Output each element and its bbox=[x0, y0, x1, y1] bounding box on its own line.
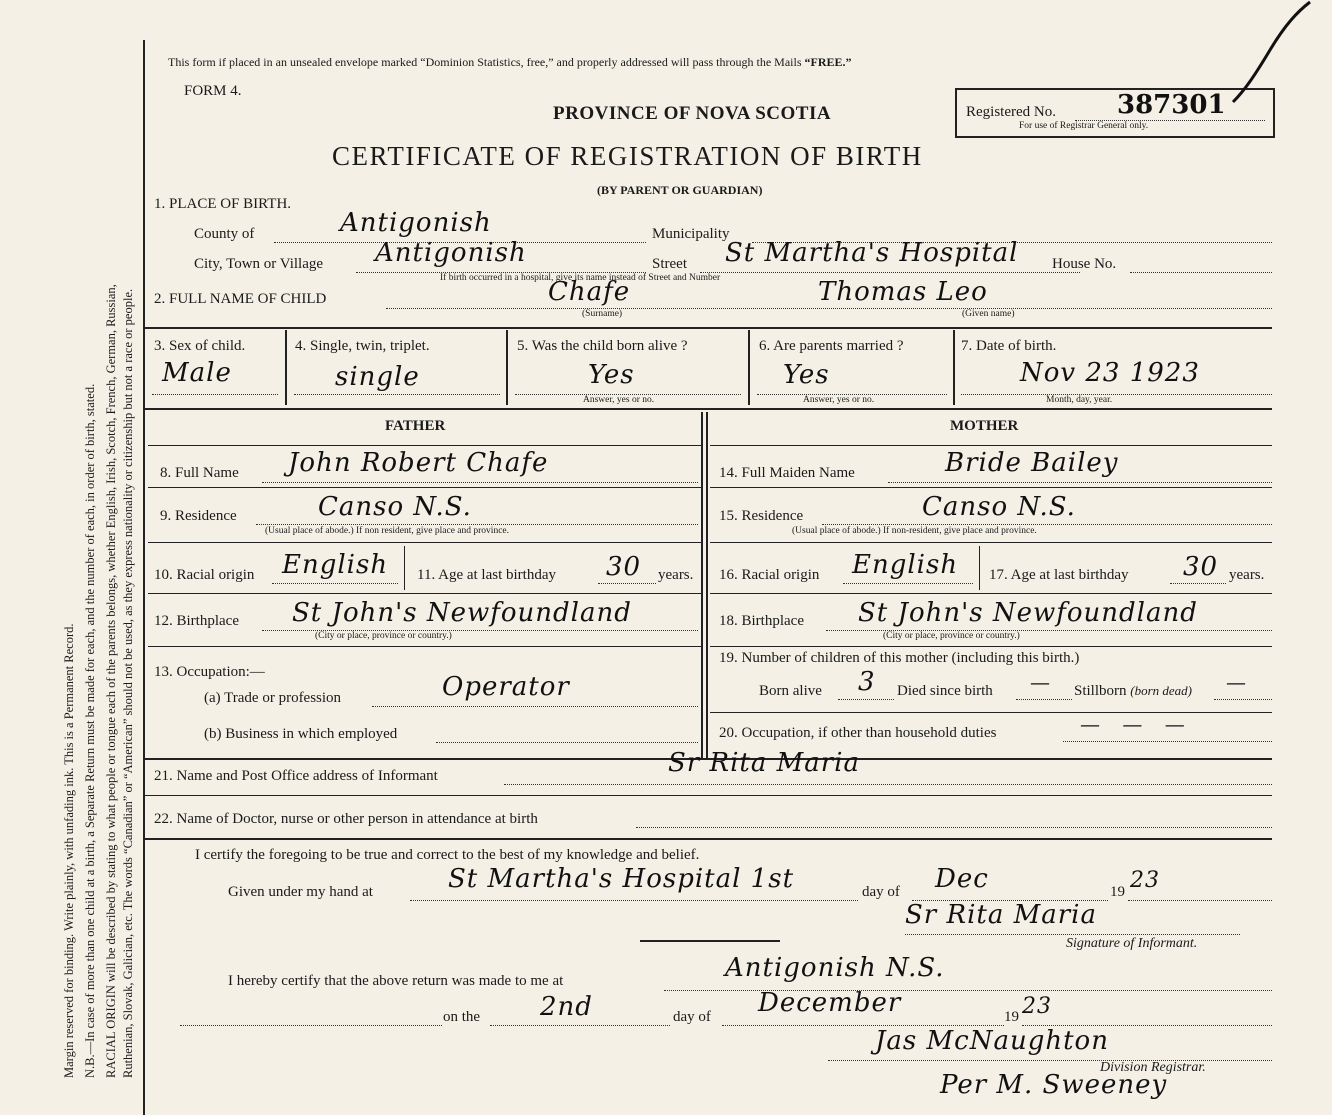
given-under-hand-label: Given under my hand at bbox=[228, 884, 373, 900]
page-title: CERTIFICATE OF REGISTRATION OF BIRTH bbox=[332, 141, 923, 171]
child-given-name: Thomas Leo bbox=[818, 277, 988, 307]
father-age: 30 bbox=[606, 552, 642, 582]
mother-maiden-name: Bride Bailey bbox=[945, 448, 1119, 478]
sex-label: 3. Sex of child. bbox=[154, 338, 246, 354]
father-residence: Canso N.S. bbox=[318, 492, 472, 522]
born-alive-value: Yes bbox=[588, 360, 635, 390]
trade-label: (a) Trade or profession bbox=[204, 690, 342, 706]
mother-heading: MOTHER bbox=[950, 418, 1019, 434]
died-since-birth-label: Died since birth bbox=[897, 683, 993, 699]
margin-note-2: N.B.—In case of more than one child at a birth, a Separate Return must be made for each, and the number of each, in order of birth, stated. bbox=[83, 383, 97, 1078]
informant-name: Sr Rita Maria bbox=[668, 748, 860, 778]
place-of-birth-label: 1. PLACE OF BIRTH. bbox=[154, 196, 292, 212]
date-of-birth-label: 7. Date of birth. bbox=[961, 338, 1057, 354]
mother-name-label: 14. Full Maiden Name bbox=[719, 465, 855, 481]
registrar-signature: Jas McNaughton bbox=[875, 1026, 1109, 1056]
stillborn-label bbox=[1074, 683, 1192, 700]
father-residence-note: (Usual place of abode.) If non resident, give place and province. bbox=[265, 526, 509, 536]
mother-age-label: 17. Age at last birthday bbox=[989, 567, 1129, 583]
parents-married-note: Answer, yes or no. bbox=[803, 395, 875, 405]
mother-racial-label: 16. Racial origin bbox=[719, 567, 820, 583]
certify-statement: I certify the foregoing to be true and correct to the best of my knowledge and belief. bbox=[195, 847, 700, 863]
informant-signature-label: Signature of Informant. bbox=[1066, 936, 1198, 951]
margin-note-3: RACIAL ORIGIN will be described by stating to what people or tongue each of the parents belongs, whether English, Irish, Scotch, French, German, Russian, bbox=[104, 284, 118, 1078]
street-value: St Martha's Hospital bbox=[725, 238, 1019, 268]
born-alive-count-label: Born alive bbox=[759, 683, 822, 699]
mother-occupation-label: 20. Occupation, if other than household duties bbox=[719, 725, 997, 741]
father-age-label: 11. Age at last birthday bbox=[417, 567, 556, 583]
street-label: Street bbox=[652, 256, 687, 272]
date-of-birth-note: Month, day, year. bbox=[1046, 395, 1113, 405]
born-alive-count: 3 bbox=[858, 667, 876, 697]
father-heading: FATHER bbox=[385, 418, 446, 434]
mother-residence-label: 15. Residence bbox=[719, 508, 804, 524]
father-trade: Operator bbox=[442, 672, 570, 702]
mother-birthplace: St John's Newfoundland bbox=[858, 598, 1198, 628]
certify-day-of-label: day of bbox=[862, 884, 900, 900]
informant-signature: Sr Rita Maria bbox=[905, 900, 1097, 930]
registrar-place: Antigonish N.S. bbox=[725, 953, 945, 983]
mother-racial-origin: English bbox=[852, 550, 959, 580]
margin-note-1: Margin reserved for binding. Write plainly, with unfading ink. This is a Permanent Record. bbox=[62, 623, 76, 1078]
province-heading: PROVINCE OF NOVA SCOTIA bbox=[553, 103, 832, 124]
registered-number: 387301 bbox=[1117, 90, 1226, 120]
page-subtitle: (BY PARENT OR GUARDIAN) bbox=[597, 183, 763, 197]
city-value: Antigonish bbox=[375, 238, 527, 268]
parents-married-value: Yes bbox=[783, 360, 830, 390]
registrar-day: 2nd bbox=[540, 992, 593, 1022]
father-name-label: 8. Full Name bbox=[160, 465, 239, 481]
city-label: City, Town or Village bbox=[194, 256, 324, 272]
certify-month: Dec bbox=[935, 864, 989, 894]
stillborn-count: — bbox=[1226, 670, 1247, 694]
doctor-label: 22. Name of Doctor, nurse or other person in attendance at birth bbox=[154, 811, 538, 827]
registrar-statement: I hereby certify that the above return was made to me at bbox=[228, 973, 564, 989]
house-no-label: House No. bbox=[1052, 256, 1117, 272]
father-years-label: years. bbox=[658, 567, 694, 583]
child-surname: Chafe bbox=[548, 277, 631, 307]
plurality-value: single bbox=[335, 362, 420, 392]
given-place: St Martha's Hospital 1st bbox=[448, 864, 795, 894]
registered-label: Registered No. bbox=[966, 104, 1056, 120]
free-notice-text: This form if placed in an unsealed envelope marked “Dominion Statistics, free,” and properly addressed will pass through the Mails bbox=[168, 55, 802, 69]
margin-note-4: Ruthenian, Slovak, Galician, etc. The words “Canadian” or “American” should not be used, as they express nationality or citizenship but not a race or people. bbox=[121, 288, 135, 1078]
free-word: “FREE.” bbox=[804, 55, 852, 69]
child-name-label: 2. FULL NAME OF CHILD bbox=[154, 291, 327, 307]
mother-residence-note: (Usual place of abode.) If non-resident, give place and province. bbox=[792, 526, 1037, 536]
mother-occupation: — — — bbox=[1080, 712, 1193, 736]
mother-birthplace-label: 18. Birthplace bbox=[719, 613, 804, 629]
mother-age: 30 bbox=[1183, 552, 1219, 582]
business-label: (b) Business in which employed bbox=[204, 726, 398, 742]
father-residence-label: 9. Residence bbox=[160, 508, 237, 524]
father-name: John Robert Chafe bbox=[288, 448, 549, 478]
binding-margin-line bbox=[143, 40, 145, 1115]
plurality-label: 4. Single, twin, triplet. bbox=[295, 338, 430, 354]
registrar-year: 23 bbox=[1022, 994, 1052, 1019]
certify-year-prefix: 19 bbox=[1110, 884, 1125, 900]
father-occupation-label: 13. Occupation:— bbox=[154, 664, 265, 680]
municipality-label: Municipality bbox=[652, 226, 730, 242]
registrar-year-prefix: 19 bbox=[1004, 1009, 1019, 1025]
father-birthplace-label: 12. Birthplace bbox=[154, 613, 239, 629]
informant-label: 21. Name and Post Office address of Informant bbox=[154, 768, 438, 784]
children-count-label: 19. Number of children of this mother (including this birth.) bbox=[719, 650, 1080, 666]
date-of-birth-value: Nov 23 1923 bbox=[1020, 358, 1200, 388]
certify-year: 23 bbox=[1130, 868, 1160, 893]
sex-value: Male bbox=[162, 358, 232, 388]
registrar-per-signature: Per M. Sweeney bbox=[940, 1070, 1168, 1100]
given-name-note: (Given name) bbox=[962, 309, 1015, 319]
stillborn-note: (born dead) bbox=[1130, 683, 1193, 698]
county-label: County of bbox=[194, 226, 255, 242]
father-racial-origin: English bbox=[282, 550, 389, 580]
hospital-note: If birth occurred in a hospital, give its name instead of Street and Number bbox=[440, 273, 721, 283]
county-value: Antigonish bbox=[340, 208, 492, 238]
stillborn-label-text: Stillborn bbox=[1074, 683, 1127, 699]
born-alive-note: Answer, yes or no. bbox=[583, 395, 655, 405]
registrar-signature-label: Division Registrar. bbox=[1100, 1060, 1206, 1075]
form-number: FORM 4. bbox=[184, 83, 242, 99]
mother-residence: Canso N.S. bbox=[922, 492, 1076, 522]
mother-years-label: years. bbox=[1229, 567, 1265, 583]
check-mark-icon bbox=[1225, 0, 1315, 110]
free-notice bbox=[168, 55, 852, 70]
on-the-label: on the bbox=[443, 1009, 481, 1025]
surname-note: (Surname) bbox=[582, 309, 623, 319]
born-alive-label: 5. Was the child born alive ? bbox=[517, 338, 688, 354]
registrar-note: For use of Registrar General only. bbox=[1019, 121, 1149, 131]
father-racial-label: 10. Racial origin bbox=[154, 567, 255, 583]
registrar-day-of-label: day of bbox=[673, 1009, 711, 1025]
registrar-month: December bbox=[758, 988, 902, 1018]
father-birthplace: St John's Newfoundland bbox=[292, 598, 632, 628]
father-birthplace-note: (City or place, province or country.) bbox=[315, 631, 452, 641]
margin-notes bbox=[0, 0, 140, 1115]
died-since-birth: — bbox=[1030, 670, 1051, 694]
mother-birthplace-note: (City or place, province or country.) bbox=[883, 631, 1020, 641]
parents-married-label: 6. Are parents married ? bbox=[759, 338, 904, 354]
